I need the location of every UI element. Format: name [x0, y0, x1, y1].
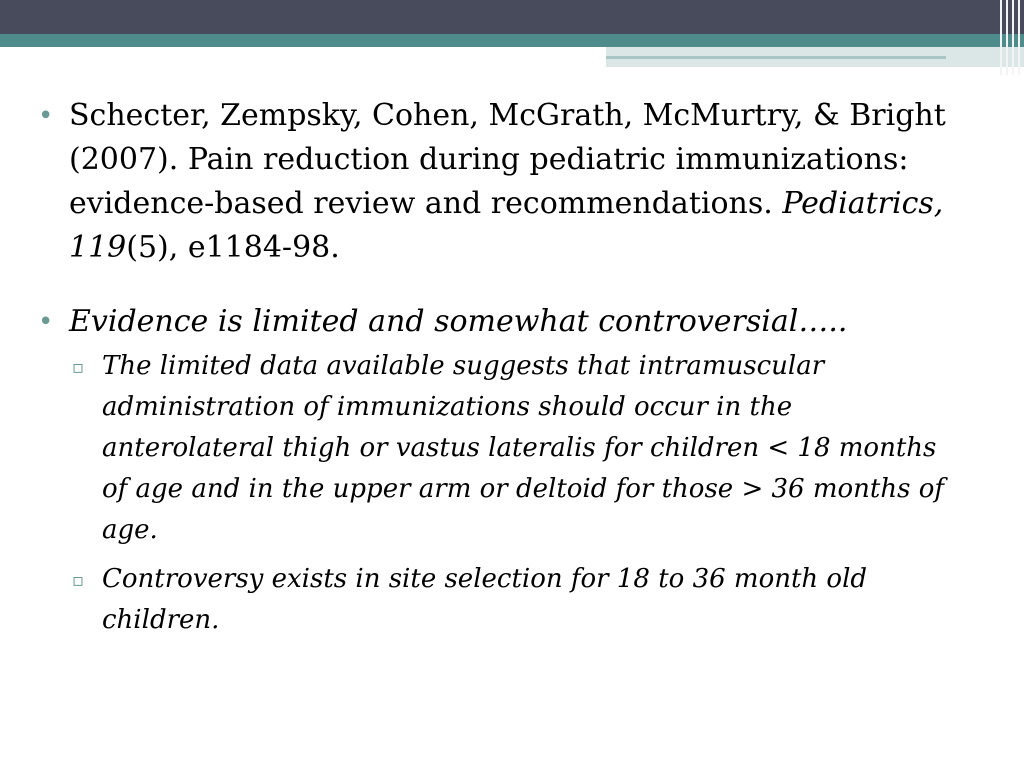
reference-authors-text: Schecter, Zempsky, Cohen, McGrath, McMurtry, & Bright (2007). Pain reduction during pediatric immunizations: evidence-based review and recommendations. — [69, 98, 946, 221]
reference-bullet — [38, 94, 958, 270]
bullet-icon: • — [38, 101, 54, 131]
evidence-point — [38, 559, 958, 641]
reference-issue-pages: (5), e1184-98. — [126, 230, 340, 265]
sub-bullet-icon: ▫ — [72, 357, 85, 378]
header-vertical-stripes — [994, 0, 1024, 75]
sub-bullet-icon: ▫ — [72, 570, 85, 591]
evidence-point-text: The limited data available suggests that intramuscular administration of immunizations should occur in the anterolateral thigh or vastus lateralis for children < 18 months of age and in the upper arm or deltoid for those > 36 months of age. — [102, 351, 944, 545]
header-teal-bar — [0, 34, 1024, 47]
header-accent-line — [606, 56, 946, 59]
evidence-bullet — [38, 300, 958, 344]
evidence-point-text: Controversy exists in site selection for 18 to 36 month old children. — [102, 564, 868, 635]
bullet-icon: • — [38, 307, 54, 337]
evidence-heading: Evidence is limited and somewhat controversial….. — [69, 304, 848, 339]
slide-body — [38, 94, 958, 641]
reference-journal: Pediatrics, 119 — [69, 186, 944, 265]
evidence-point — [38, 346, 958, 551]
header-dark-bar — [0, 0, 1024, 34]
